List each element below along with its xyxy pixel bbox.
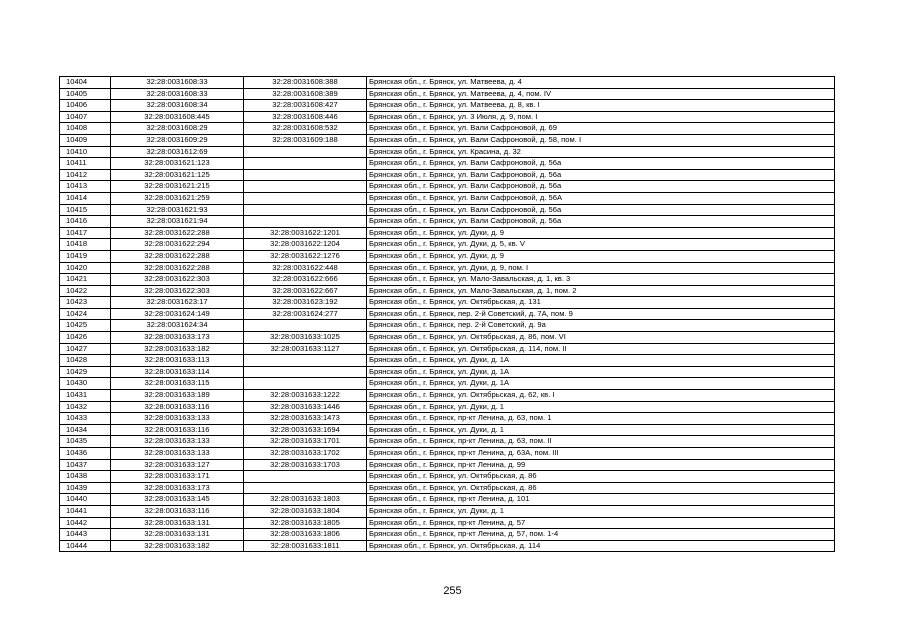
- object-cadastral-cell: 32:28:0031633:1025: [244, 332, 367, 344]
- object-cadastral-cell: 32:28:0031633:1701: [244, 436, 367, 448]
- address-cell: Брянская обл., г. Брянск, ул. Дуки, д. 9, пом. I: [367, 262, 835, 274]
- table-row: [60, 262, 835, 274]
- object-cadastral-cell: 32:28:0031622:667: [244, 285, 367, 297]
- table-row: [60, 471, 835, 483]
- object-cadastral-cell: 32:28:0031622:1276: [244, 250, 367, 262]
- row-number-cell: 10414: [60, 192, 111, 204]
- row-number-cell: 10415: [60, 204, 111, 216]
- parcel-cadastral-cell: 32:28:0031633:115: [111, 378, 244, 390]
- object-cadastral-cell: 32:28:0031633:1127: [244, 343, 367, 355]
- table-row: [60, 355, 835, 367]
- row-number-cell: 10442: [60, 517, 111, 529]
- object-cadastral-cell: 32:28:0031633:1446: [244, 401, 367, 413]
- table-row: [60, 378, 835, 390]
- table-row: [60, 274, 835, 286]
- cadastral-table: [59, 76, 835, 552]
- row-number-cell: 10434: [60, 424, 111, 436]
- row-number-cell: 10419: [60, 250, 111, 262]
- parcel-cadastral-cell: 32:28:0031633:133: [111, 436, 244, 448]
- row-number-cell: 10444: [60, 540, 111, 552]
- row-number-cell: 10422: [60, 285, 111, 297]
- address-cell: Брянская обл., г. Брянск, ул. Октябрьская, д. 62, кв. I: [367, 390, 835, 402]
- object-cadastral-cell: 32:28:0031622:1204: [244, 239, 367, 251]
- object-cadastral-cell: [244, 216, 367, 228]
- address-cell: Брянская обл., г. Брянск, ул. Матвеева, д. 4: [367, 77, 835, 89]
- row-number-cell: 10424: [60, 308, 111, 320]
- row-number-cell: 10406: [60, 100, 111, 112]
- parcel-cadastral-cell: 32:28:0031624:34: [111, 320, 244, 332]
- row-number-cell: 10425: [60, 320, 111, 332]
- parcel-cadastral-cell: 32:28:0031633:116: [111, 424, 244, 436]
- address-cell: Брянская обл., г. Брянск, ул. Дуки, д. 1А: [367, 355, 835, 367]
- address-cell: Брянская обл., г. Брянск, ул. Вали Сафроновой, д. 58, пом. I: [367, 134, 835, 146]
- parcel-cadastral-cell: 32:28:0031621:123: [111, 158, 244, 170]
- object-cadastral-cell: 32:28:0031633:1222: [244, 390, 367, 402]
- table-row: [60, 401, 835, 413]
- object-cadastral-cell: [244, 355, 367, 367]
- parcel-cadastral-cell: 32:28:0031633:182: [111, 343, 244, 355]
- row-number-cell: 10431: [60, 390, 111, 402]
- address-cell: Брянская обл., г. Брянск, ул. Дуки, д. 5, кв. V: [367, 239, 835, 251]
- object-cadastral-cell: [244, 471, 367, 483]
- parcel-cadastral-cell: 32:28:0031633:173: [111, 332, 244, 344]
- address-cell: Брянская обл., г. Брянск, ул. Октябрьская, д. 114, пом. II: [367, 343, 835, 355]
- address-cell: Брянская обл., г. Брянск, ул. Вали Сафроновой, д. 56а: [367, 158, 835, 170]
- address-cell: Брянская обл., г. Брянск, ул. Дуки, д. 9: [367, 250, 835, 262]
- address-cell: Брянская обл., г. Брянск, пр-кт Ленина, д. 57, пом. 1-4: [367, 529, 835, 541]
- object-cadastral-cell: [244, 169, 367, 181]
- row-number-cell: 10420: [60, 262, 111, 274]
- parcel-cadastral-cell: 32:28:0031622:303: [111, 274, 244, 286]
- address-cell: Брянская обл., г. Брянск, ул. Вали Сафроновой, д. 56а: [367, 204, 835, 216]
- address-cell: Брянская обл., г. Брянск, пр-кт Ленина, д. 63, пом. II: [367, 436, 835, 448]
- object-cadastral-cell: 32:28:0031624:277: [244, 308, 367, 320]
- table-body: [60, 77, 835, 552]
- table-row: [60, 459, 835, 471]
- parcel-cadastral-cell: 32:28:0031622:288: [111, 250, 244, 262]
- parcel-cadastral-cell: 32:28:0031621:94: [111, 216, 244, 228]
- table-row: [60, 505, 835, 517]
- address-cell: Брянская обл., г. Брянск, ул. Дуки, д. 1: [367, 505, 835, 517]
- row-number-cell: 10413: [60, 181, 111, 193]
- object-cadastral-cell: 32:28:0031608:532: [244, 123, 367, 135]
- table-row: [60, 390, 835, 402]
- parcel-cadastral-cell: 32:28:0031622:303: [111, 285, 244, 297]
- parcel-cadastral-cell: 32:28:0031621:259: [111, 192, 244, 204]
- row-number-cell: 10440: [60, 494, 111, 506]
- address-cell: Брянская обл., г. Брянск, пр-кт Ленина, д. 57: [367, 517, 835, 529]
- table-row: [60, 529, 835, 541]
- parcel-cadastral-cell: 32:28:0031621:215: [111, 181, 244, 193]
- table-row: [60, 111, 835, 123]
- table-row: [60, 192, 835, 204]
- table-row: [60, 134, 835, 146]
- table-row: [60, 424, 835, 436]
- table-row: [60, 366, 835, 378]
- table-row: [60, 436, 835, 448]
- object-cadastral-cell: [244, 320, 367, 332]
- object-cadastral-cell: 32:28:0031622:1201: [244, 227, 367, 239]
- object-cadastral-cell: 32:28:0031633:1805: [244, 517, 367, 529]
- row-number-cell: 10411: [60, 158, 111, 170]
- address-cell: Брянская обл., г. Брянск, ул. Вали Сафроновой, д. 56А: [367, 192, 835, 204]
- parcel-cadastral-cell: 32:28:0031608:34: [111, 100, 244, 112]
- parcel-cadastral-cell: 32:28:0031633:113: [111, 355, 244, 367]
- address-cell: Брянская обл., г. Брянск, ул. 3 Июля, д. 9, пом. I: [367, 111, 835, 123]
- page-number: 255: [443, 585, 462, 597]
- address-cell: Брянская обл., г. Брянск, ул. Октябрьская, д. 131: [367, 297, 835, 309]
- row-number-cell: 10412: [60, 169, 111, 181]
- row-number-cell: 10407: [60, 111, 111, 123]
- object-cadastral-cell: [244, 204, 367, 216]
- parcel-cadastral-cell: 32:28:0031633:133: [111, 413, 244, 425]
- table-row: [60, 320, 835, 332]
- row-number-cell: 10416: [60, 216, 111, 228]
- object-cadastral-cell: 32:28:0031633:1473: [244, 413, 367, 425]
- parcel-cadastral-cell: 32:28:0031623:17: [111, 297, 244, 309]
- parcel-cadastral-cell: 32:28:0031621:125: [111, 169, 244, 181]
- row-number-cell: 10426: [60, 332, 111, 344]
- address-cell: Брянская обл., г. Брянск, ул. Октябрьская, д. 86: [367, 482, 835, 494]
- object-cadastral-cell: 32:28:0031633:1811: [244, 540, 367, 552]
- row-number-cell: 10436: [60, 448, 111, 460]
- object-cadastral-cell: [244, 366, 367, 378]
- row-number-cell: 10432: [60, 401, 111, 413]
- row-number-cell: 10404: [60, 77, 111, 89]
- object-cadastral-cell: 32:28:0031633:1702: [244, 448, 367, 460]
- address-cell: Брянская обл., г. Брянск, ул. Вали Сафроновой, д. 56а: [367, 169, 835, 181]
- parcel-cadastral-cell: 32:28:0031633:116: [111, 505, 244, 517]
- row-number-cell: 10409: [60, 134, 111, 146]
- address-cell: Брянская обл., г. Брянск, ул. Мало-Завальская, д. 1, пом. 2: [367, 285, 835, 297]
- address-cell: Брянская обл., г. Брянск, ул. Матвеева, д. 8, кв. I: [367, 100, 835, 112]
- table-row: [60, 239, 835, 251]
- parcel-cadastral-cell: 32:28:0031621:93: [111, 204, 244, 216]
- row-number-cell: 10410: [60, 146, 111, 158]
- address-cell: Брянская обл., г. Брянск, пр-кт Ленина, д. 101: [367, 494, 835, 506]
- table-row: [60, 517, 835, 529]
- address-cell: Брянская обл., г. Брянск, ул. Октябрьская, д. 86, пом. VI: [367, 332, 835, 344]
- address-cell: Брянская обл., г. Брянск, ул. Дуки, д. 1: [367, 401, 835, 413]
- object-cadastral-cell: 32:28:0031633:1804: [244, 505, 367, 517]
- address-cell: Брянская обл., г. Брянск, пер. 2-й Советский, д. 9а: [367, 320, 835, 332]
- address-cell: Брянская обл., г. Брянск, ул. Октябрьская, д. 86: [367, 471, 835, 483]
- address-cell: Брянская обл., г. Брянск, ул. Матвеева, д. 4, пом. IV: [367, 88, 835, 100]
- address-cell: Брянская обл., г. Брянск, ул. Дуки, д. 1: [367, 424, 835, 436]
- object-cadastral-cell: 32:28:0031623:192: [244, 297, 367, 309]
- table-row: [60, 297, 835, 309]
- address-cell: Брянская обл., г. Брянск, ул. Красина, д. 32: [367, 146, 835, 158]
- row-number-cell: 10408: [60, 123, 111, 135]
- row-number-cell: 10429: [60, 366, 111, 378]
- table-row: [60, 343, 835, 355]
- object-cadastral-cell: 32:28:0031608:388: [244, 77, 367, 89]
- row-number-cell: 10435: [60, 436, 111, 448]
- address-cell: Брянская обл., г. Брянск, пр-кт Ленина, д. 63А, пом. III: [367, 448, 835, 460]
- row-number-cell: 10438: [60, 471, 111, 483]
- address-cell: Брянская обл., г. Брянск, ул. Дуки, д. 1А: [367, 378, 835, 390]
- object-cadastral-cell: [244, 378, 367, 390]
- address-cell: Брянская обл., г. Брянск, ул. Октябрьская, д. 114: [367, 540, 835, 552]
- table-row: [60, 123, 835, 135]
- parcel-cadastral-cell: 32:28:0031633:131: [111, 529, 244, 541]
- parcel-cadastral-cell: 32:28:0031633:131: [111, 517, 244, 529]
- table-row: [60, 448, 835, 460]
- table-row: [60, 158, 835, 170]
- table-row: [60, 413, 835, 425]
- row-number-cell: 10418: [60, 239, 111, 251]
- row-number-cell: 10428: [60, 355, 111, 367]
- address-cell: Брянская обл., г. Брянск, пр-кт Ленина, д. 63, пом. 1: [367, 413, 835, 425]
- table-row: [60, 308, 835, 320]
- address-cell: Брянская обл., г. Брянск, ул. Вали Сафроновой, д. 69: [367, 123, 835, 135]
- address-cell: Брянская обл., г. Брянск, ул. Дуки, д. 1А: [367, 366, 835, 378]
- table-row: [60, 146, 835, 158]
- parcel-cadastral-cell: 32:28:0031608:445: [111, 111, 244, 123]
- table-row: [60, 482, 835, 494]
- object-cadastral-cell: 32:28:0031622:666: [244, 274, 367, 286]
- parcel-cadastral-cell: 32:28:0031633:133: [111, 448, 244, 460]
- parcel-cadastral-cell: 32:28:0031633:116: [111, 401, 244, 413]
- table-row: [60, 285, 835, 297]
- row-number-cell: 10439: [60, 482, 111, 494]
- table-row: [60, 216, 835, 228]
- table-row: [60, 100, 835, 112]
- table-row: [60, 88, 835, 100]
- parcel-cadastral-cell: 32:28:0031633:189: [111, 390, 244, 402]
- object-cadastral-cell: 32:28:0031622:448: [244, 262, 367, 274]
- row-number-cell: 10405: [60, 88, 111, 100]
- address-cell: Брянская обл., г. Брянск, ул. Вали Сафроновой, д. 56а: [367, 181, 835, 193]
- object-cadastral-cell: 32:28:0031608:389: [244, 88, 367, 100]
- table-row: [60, 77, 835, 89]
- address-cell: Брянская обл., г. Брянск, ул. Дуки, д. 9: [367, 227, 835, 239]
- address-cell: Брянская обл., г. Брянск, пер. 2-й Советский, д. 7А, пом. 9: [367, 308, 835, 320]
- parcel-cadastral-cell: 32:28:0031624:149: [111, 308, 244, 320]
- table-row: [60, 540, 835, 552]
- row-number-cell: 10430: [60, 378, 111, 390]
- row-number-cell: 10433: [60, 413, 111, 425]
- object-cadastral-cell: [244, 482, 367, 494]
- table-row: [60, 204, 835, 216]
- parcel-cadastral-cell: 32:28:0031609:29: [111, 134, 244, 146]
- object-cadastral-cell: 32:28:0031609:188: [244, 134, 367, 146]
- table-row: [60, 250, 835, 262]
- row-number-cell: 10423: [60, 297, 111, 309]
- row-number-cell: 10427: [60, 343, 111, 355]
- parcel-cadastral-cell: 32:28:0031622:294: [111, 239, 244, 251]
- parcel-cadastral-cell: 32:28:0031622:288: [111, 262, 244, 274]
- parcel-cadastral-cell: 32:28:0031622:288: [111, 227, 244, 239]
- parcel-cadastral-cell: 32:28:0031612:69: [111, 146, 244, 158]
- object-cadastral-cell: 32:28:0031633:1703: [244, 459, 367, 471]
- parcel-cadastral-cell: 32:28:0031633:171: [111, 471, 244, 483]
- parcel-cadastral-cell: 32:28:0031608:33: [111, 88, 244, 100]
- object-cadastral-cell: 32:28:0031633:1806: [244, 529, 367, 541]
- address-cell: Брянская обл., г. Брянск, ул. Мало-Завальская, д. 1, кв. 3: [367, 274, 835, 286]
- row-number-cell: 10441: [60, 505, 111, 517]
- address-cell: Брянская обл., г. Брянск, пр-кт Ленина, д. 99: [367, 459, 835, 471]
- table-row: [60, 227, 835, 239]
- object-cadastral-cell: 32:28:0031633:1803: [244, 494, 367, 506]
- parcel-cadastral-cell: 32:28:0031633:114: [111, 366, 244, 378]
- object-cadastral-cell: 32:28:0031633:1694: [244, 424, 367, 436]
- object-cadastral-cell: [244, 181, 367, 193]
- parcel-cadastral-cell: 32:28:0031633:145: [111, 494, 244, 506]
- object-cadastral-cell: 32:28:0031608:446: [244, 111, 367, 123]
- object-cadastral-cell: [244, 158, 367, 170]
- object-cadastral-cell: 32:28:0031608:427: [244, 100, 367, 112]
- address-cell: Брянская обл., г. Брянск, ул. Вали Сафроновой, д. 56а: [367, 216, 835, 228]
- parcel-cadastral-cell: 32:28:0031633:173: [111, 482, 244, 494]
- table-row: [60, 332, 835, 344]
- table-row: [60, 169, 835, 181]
- object-cadastral-cell: [244, 146, 367, 158]
- row-number-cell: 10437: [60, 459, 111, 471]
- parcel-cadastral-cell: 32:28:0031633:127: [111, 459, 244, 471]
- parcel-cadastral-cell: 32:28:0031608:33: [111, 77, 244, 89]
- object-cadastral-cell: [244, 192, 367, 204]
- table-row: [60, 181, 835, 193]
- parcel-cadastral-cell: 32:28:0031633:182: [111, 540, 244, 552]
- parcel-cadastral-cell: 32:28:0031608:29: [111, 123, 244, 135]
- row-number-cell: 10421: [60, 274, 111, 286]
- row-number-cell: 10443: [60, 529, 111, 541]
- row-number-cell: 10417: [60, 227, 111, 239]
- table-row: [60, 494, 835, 506]
